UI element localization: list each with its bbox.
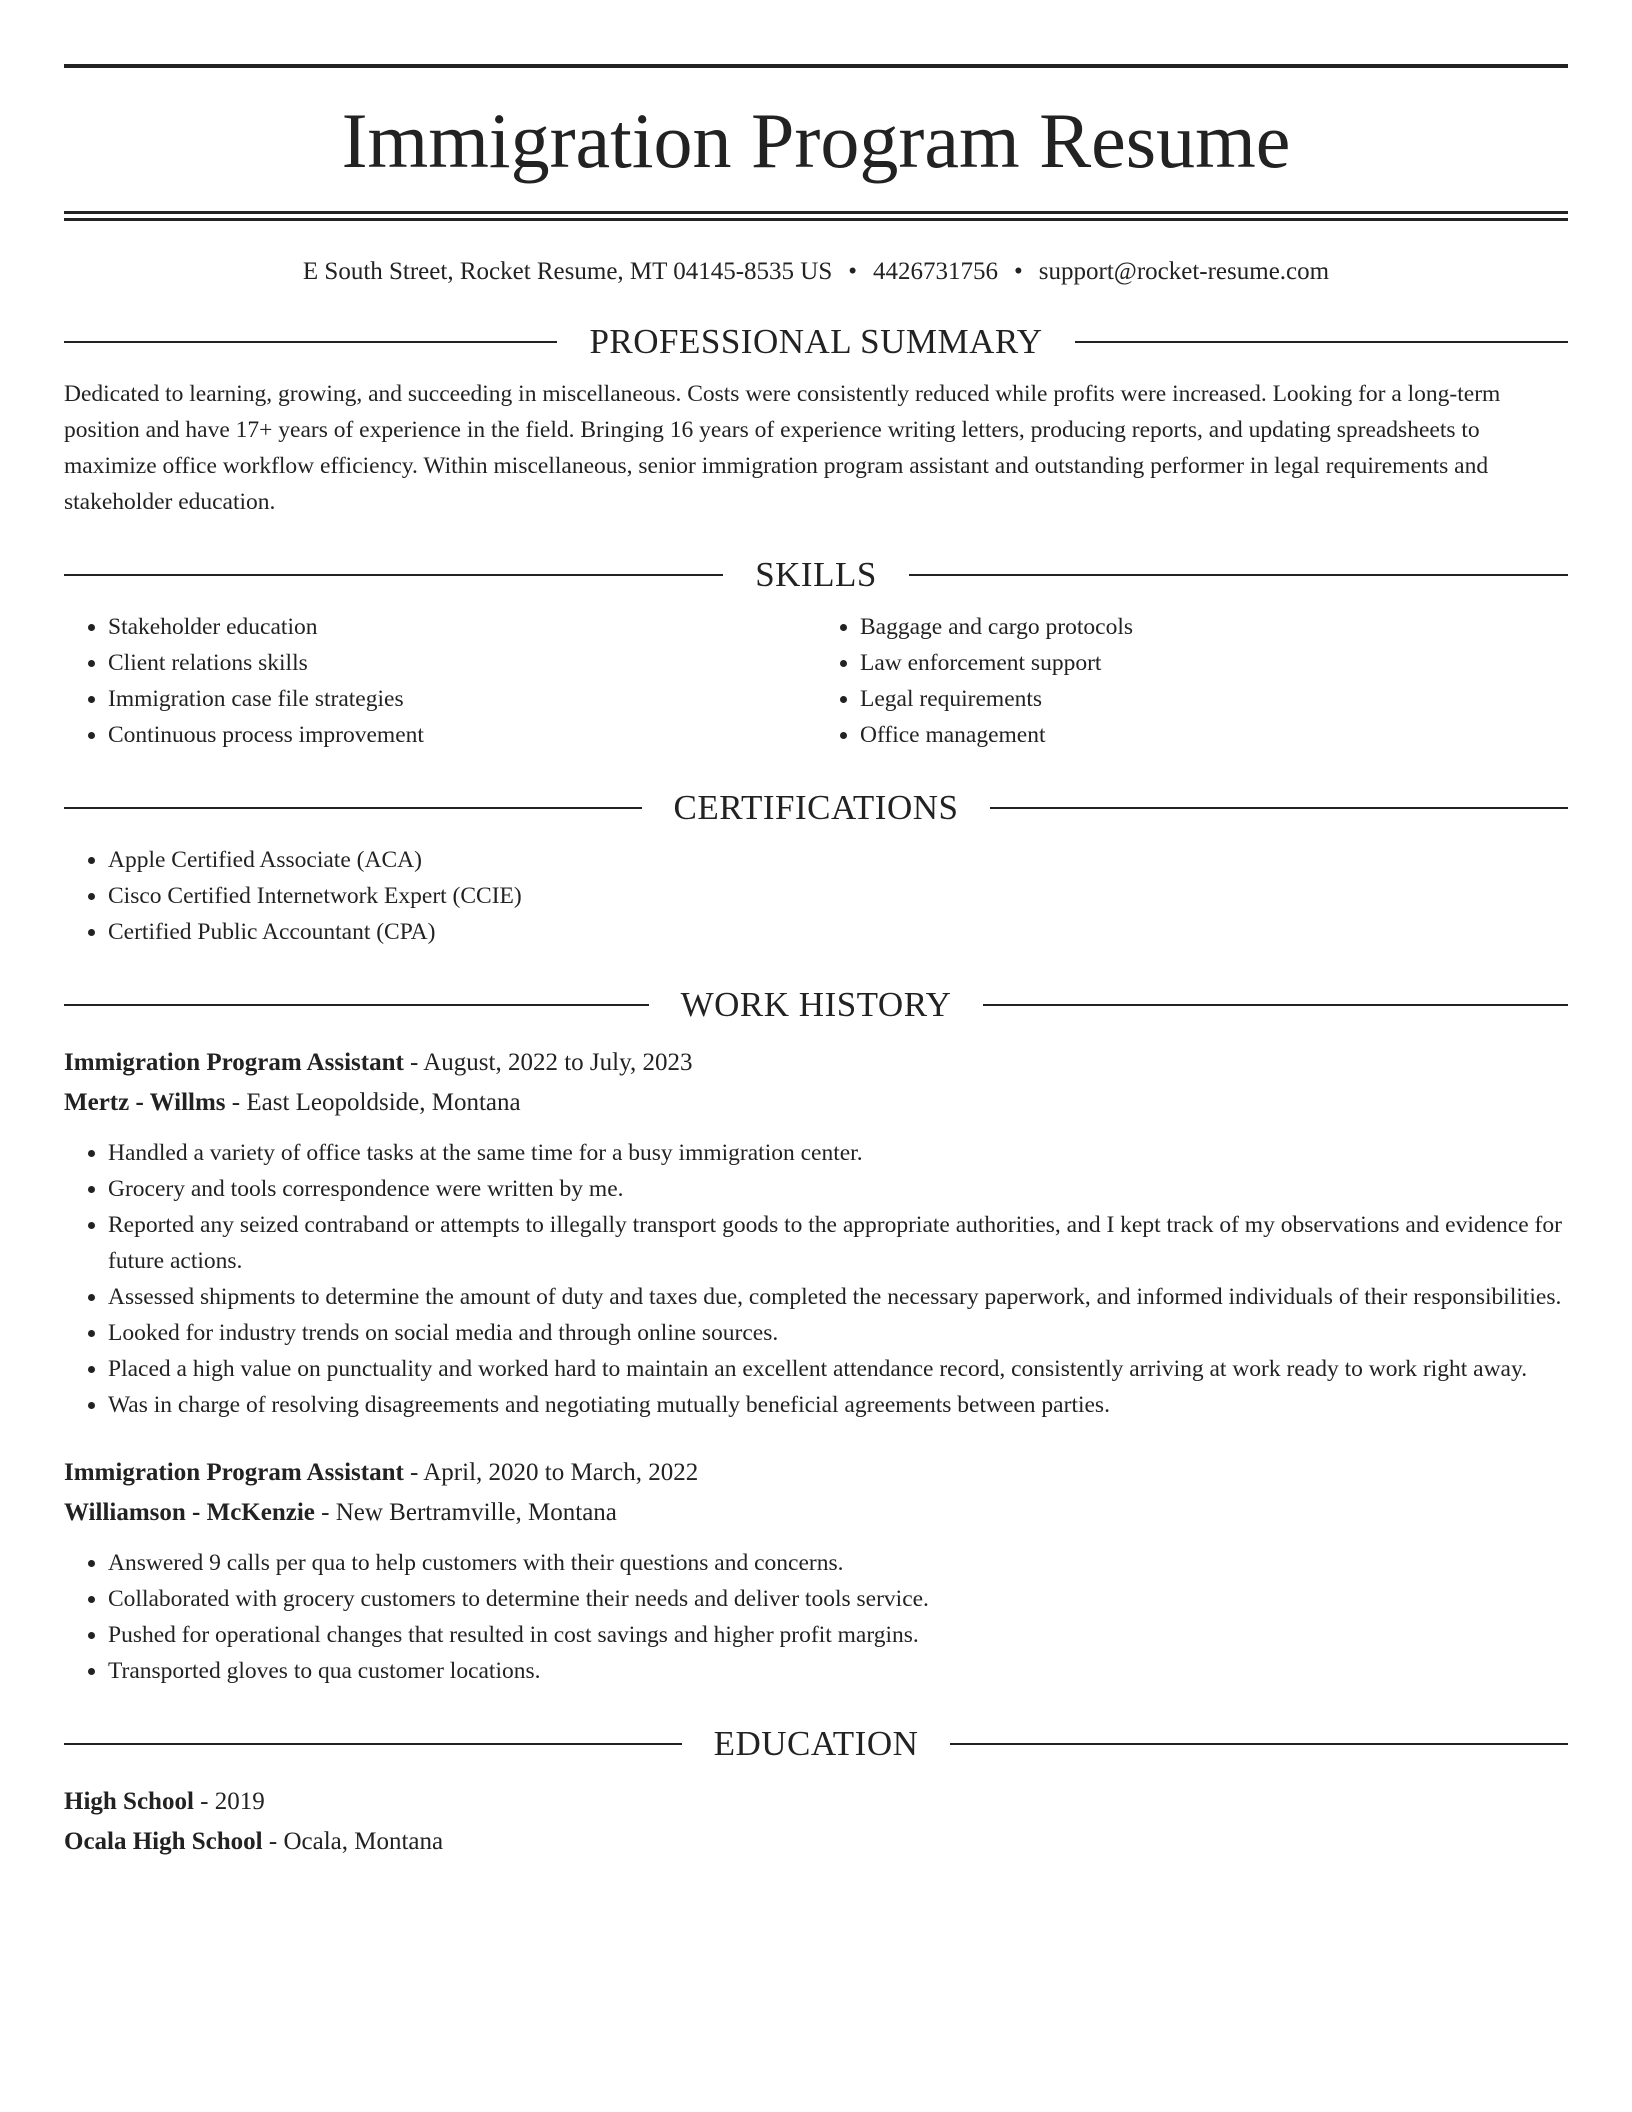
section-rule [909,574,1568,576]
job-bullet: • Was in charge of resolving disagreements and negotiating mutually beneficial agreements between parties. [108,1387,1568,1423]
title-double-rule [64,211,1568,221]
job-bullet: • Collaborated with grocery customers to determine their needs and deliver tools service. [108,1581,1568,1617]
certification-item: • Certified Public Accountant (CPA) [108,914,1568,950]
education-school: Ocala High School [64,1828,263,1855]
job-location: - East Leopoldside, Montana [225,1089,521,1116]
section-header-education [64,1724,1568,1764]
education-degree: High School [64,1788,194,1815]
job-title-line [64,1453,1568,1493]
contact-separator: • [848,258,858,285]
job-bullet: • Placed a high value on punctuality and worked hard to maintain an excellent attendance record, consistently arriving at work ready to work right away. [108,1351,1568,1387]
job-bullet: • Grocery and tools correspondence were written by me. [108,1171,1568,1207]
job-company: Williamson - McKenzie [64,1499,315,1526]
job-bullet: • Assessed shipments to determine the amount of duty and taxes due, completed the necessary paperwork, and informed individuals of their responsibilities. [108,1279,1568,1315]
section-rule [950,1743,1568,1745]
section-header-summary [64,322,1568,362]
job-bullet: • Looked for industry trends on social media and through online sources. [108,1315,1568,1351]
section-title: PROFESSIONAL SUMMARY [589,322,1043,361]
skills-list-right [816,609,1568,753]
skill-item: • Client relations skills [108,645,816,681]
skill-item: • Legal requirements [860,681,1568,717]
section-rule [64,341,557,343]
skill-item: • Baggage and cargo protocols [860,609,1568,645]
section-rule [983,1004,1568,1006]
section-rule [990,807,1568,809]
section-rule [64,1743,682,1745]
education-location: - Ocala, Montana [262,1828,444,1855]
section-title: SKILLS [755,555,877,594]
skill-item: • Law enforcement support [860,645,1568,681]
skills-columns [64,609,1568,753]
section-title: EDUCATION [713,1724,919,1763]
resume-title: Immigration Program Resume [341,97,1291,184]
top-rule [64,64,1568,68]
certifications-list [64,842,1568,950]
job-bullets [64,1135,1568,1423]
section-title: CERTIFICATIONS [673,788,959,827]
section-title: WORK HISTORY [680,985,952,1024]
skill-item: • Office management [860,717,1568,753]
contact-phone: 4426731756 [873,258,999,285]
contact-line [64,257,1568,287]
section-header-certifications [64,788,1568,828]
job-bullet: • Pushed for operational changes that resulted in cost savings and higher profit margins. [108,1617,1568,1653]
education-degree-line [64,1782,1568,1822]
job-location: - New Bertramville, Montana [314,1499,617,1526]
section-header-skills [64,555,1568,595]
section-rule [64,807,642,809]
job-bullet: • Handled a variety of office tasks at the same time for a busy immigration center. [108,1135,1568,1171]
education-entry [64,1782,1568,1862]
job-dates: - April, 2020 to March, 2022 [403,1459,699,1486]
job-dates: - August, 2022 to July, 2023 [403,1049,693,1076]
section-rule [1075,341,1568,343]
certification-item: • Apple Certified Associate (ACA) [108,842,1568,878]
contact-address: E South Street, Rocket Resume, MT 04145-8535 US [302,258,833,285]
job-bullet: • Transported gloves to qua customer locations. [108,1653,1568,1689]
job-bullet: • Reported any seized contraband or attempts to illegally transport goods to the appropriate authorities, and I kept track of my observations and evidence for future actions. [108,1207,1568,1279]
contact-separator: • [1014,258,1023,285]
skills-list-left [64,609,816,753]
job-company: Mertz - Willms [64,1089,226,1116]
section-rule [64,1004,649,1006]
contact-email: support@rocket-resume.com [1038,258,1330,285]
job-title-line [64,1043,1568,1083]
summary-text: Dedicated to learning, growing, and succeeding in miscellaneous. Costs were consistently reduced while profits were increased. Looking for a long-term position and have 17+ years of experience in the field. Bringing 16 years of experience writing letters, producing reports, and updating spreadsheets to maximize office workflow efficiency. Within miscellaneous, senior immigration program assistant and outstanding performer in legal requirements and stakeholder education. [64,381,1501,515]
job-bullets [64,1545,1568,1689]
skill-item: • Immigration case file strategies [108,681,816,717]
job-title: Immigration Program Assistant [64,1049,404,1076]
education-school-line [64,1822,1568,1862]
skill-item: • Continuous process improvement [108,717,816,753]
job-title: Immigration Program Assistant [64,1459,404,1486]
job-company-line [64,1083,1568,1123]
certification-item: • Cisco Certified Internetwork Expert (CCIE) [108,878,1568,914]
job-company-line [64,1493,1568,1533]
job-bullet: • Answered 9 calls per qua to help customers with their questions and concerns. [108,1545,1568,1581]
section-header-work-history [64,985,1568,1025]
section-rule [64,574,723,576]
job-entry [64,1453,1568,1689]
education-year: - 2019 [193,1788,265,1815]
job-entry [64,1043,1568,1423]
skill-item: • Stakeholder education [108,609,816,645]
